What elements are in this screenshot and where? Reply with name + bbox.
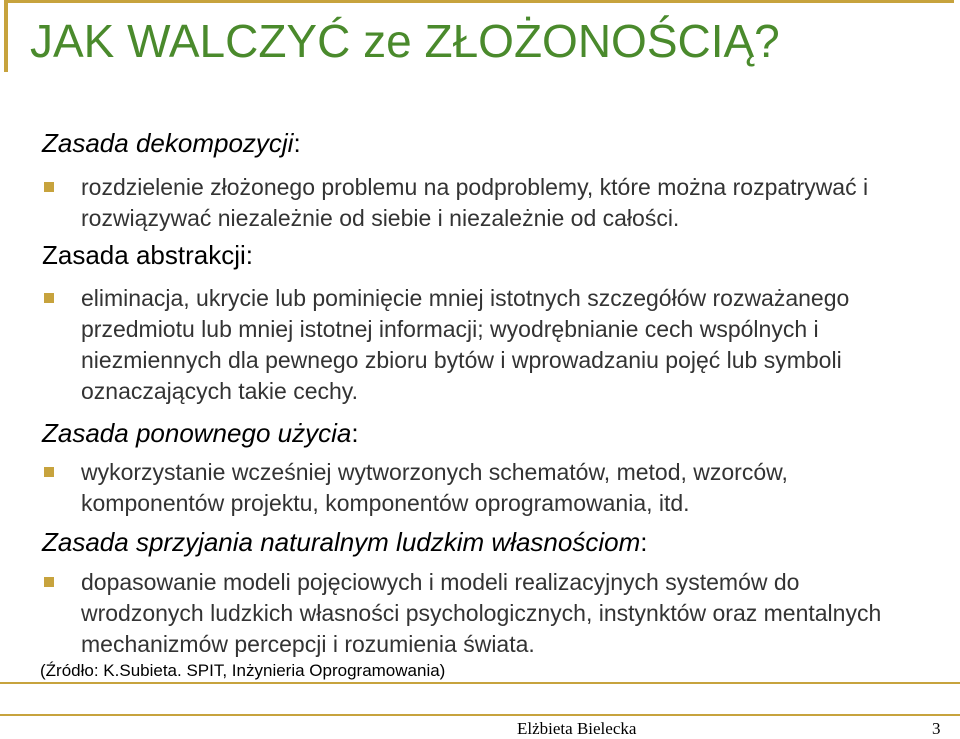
square-bullet-icon	[44, 577, 54, 587]
square-bullet-icon	[44, 182, 54, 192]
section-heading-abstraction: Zasada abstrakcji:	[42, 240, 253, 270]
bullet-item-natural-properties: dopasowanie modeli pojęciowych i modeli realizacyjnych systemów do wrodzonych ludzkich własności psychologicznych, instynktów oraz mentalnych mechanizmów percepcji i rozumienia świata.	[44, 567, 914, 660]
section-heading-natural-properties: Zasada sprzyjania naturalnym ludzkim własnościom:	[42, 527, 648, 557]
bullet-item-reuse: wykorzystanie wcześniej wytworzonych schematów, metod, wzorców, komponentów projektu, komponentów oprogramowania, itd.	[44, 457, 904, 519]
page-number: 3	[932, 719, 941, 738]
source-divider	[0, 682, 960, 684]
section-heading-decomposition: Zasada dekompozycji:	[42, 128, 301, 158]
square-bullet-icon	[44, 293, 54, 303]
title-side-bar	[4, 0, 8, 72]
bullet-item-decomposition: rozdzielenie złożonego problemu na podproblemy, które można rozpatrywać i rozwiązywać niezależnie od siebie i niezależnie od całości.	[44, 172, 904, 234]
footer-divider	[0, 714, 960, 716]
footer-author: Elżbieta Bielecka	[517, 719, 637, 738]
square-bullet-icon	[44, 467, 54, 477]
source-citation: (Źródło: K.Subieta. SPIT, Inżynieria Oprogramowania)	[40, 661, 446, 680]
slide-title: JAK WALCZYĆ ze ZŁOŻONOŚCIĄ?	[30, 15, 780, 67]
title-top-rule	[4, 0, 954, 3]
section-heading-reuse: Zasada ponownego użycia:	[42, 418, 359, 448]
bullet-item-abstraction: eliminacja, ukrycie lub pominięcie mniej istotnych szczegółów rozważanego przedmiotu lub mniej istotnej informacji; wyodrębnianie cech wspólnych i niezmiennych dla pewnego zbioru bytów i wprowadzaniu pojęć lub symboli oznaczających takie cechy.	[44, 283, 954, 407]
